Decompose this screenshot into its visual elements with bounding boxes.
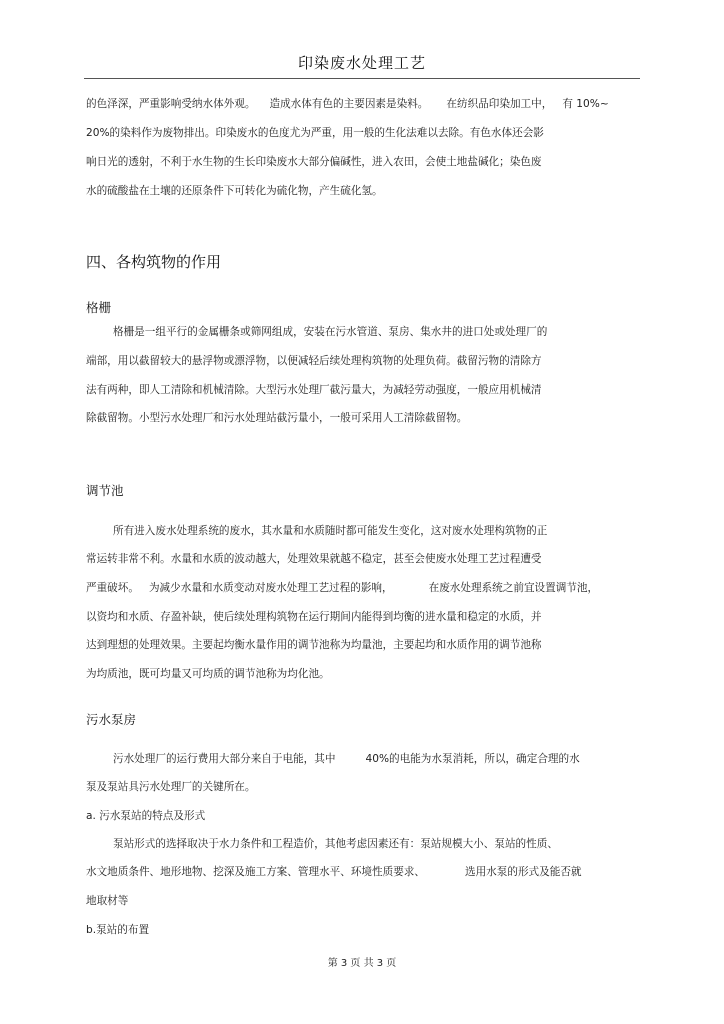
subsection-heading-pump-b: b.泵站的布置 xyxy=(86,924,150,936)
text-segment: 在纺织品印染加工中， xyxy=(446,98,553,110)
paragraph-line: 常运转非常不利。水量和水质的波动越大，处理效果就越不稳定，甚至会使废水处理工艺过程遭受 xyxy=(86,553,542,565)
paragraph-line xyxy=(86,864,582,879)
text-segment: 有 10%~ xyxy=(562,98,609,110)
paragraph-line: 法有两种，即人工清除和机械清除。大型污水处理厂截污量大，为减轻劳动强度，一般应用机械清 xyxy=(86,384,542,396)
text-segment: 为减少水量和水质变动对废水处理工艺过程的影响， xyxy=(148,582,393,594)
text-segment: 选用水泵的形式及能否就 xyxy=(465,866,582,878)
subsection-heading-pump: 污水泵房 xyxy=(86,712,137,727)
text-segment: 的色泽深，严重影响受纳水体外观。 xyxy=(86,98,256,110)
paragraph-line: 水的硫酸盐在土壤的还原条件下可转化为硫化物，产生硫化氢。 xyxy=(86,185,383,197)
paragraph-line: 地取材等 xyxy=(86,895,129,907)
paragraph-line: 泵及泵站具污水处理厂的关键所在。 xyxy=(86,781,256,793)
paragraph-line xyxy=(113,751,580,766)
paragraph-line xyxy=(86,580,598,595)
subsection-heading-pump-a: a. 污水泵站的特点及形式 xyxy=(86,810,206,822)
paragraph-line: 泵站形式的选择取决于水力条件和工程造价，其他考虑因素还有：泵站规模大小、泵站的性质、 xyxy=(113,838,558,850)
subsection-heading-grille: 格栅 xyxy=(86,300,112,315)
page-number: 第 3 页 共 3 页 xyxy=(327,958,397,969)
text-segment: 造成水体有色的主要因素是染料。 xyxy=(269,98,429,110)
text-segment: 在废水处理系统之前宜设置调节池， xyxy=(428,582,599,594)
text-segment: 40%的电能为水泵消耗，所以，确定合理的水 xyxy=(365,753,580,765)
page-title: 印染废水处理工艺 xyxy=(84,52,640,79)
paragraph-line xyxy=(86,96,609,111)
paragraph-line: 以资均和水质、存盈补缺，使后续处理构筑物在运行期间内能得到均衡的进水量和稳定的水质，并 xyxy=(86,611,542,623)
paragraph-line: 为均质池，既可均量又可均质的调节池称为均化池。 xyxy=(86,668,330,680)
paragraph-line: 除截留物。小型污水处理厂和污水处理站截污量小，一般可采用人工清除截留物。 xyxy=(86,412,468,424)
text-segment: 污水处理厂的运行费用大部分来自于电能，其中 xyxy=(113,753,336,765)
paragraph-line: 端部，用以截留较大的悬浮物或漂浮物，以便减轻后续处理构筑物的处理负荷。截留污物的清除方 xyxy=(86,355,542,367)
paragraph-line: 响日光的透射，不利于水生物的生长印染废水大部分偏碱性，进入农田，会使土地盐碱化；染色废 xyxy=(86,156,542,168)
paragraph-line: 格栅是一组平行的金属栅条或筛网组成，安装在污水管道、泵房、集水井的进口处或处理厂的 xyxy=(113,326,548,338)
paragraph-line: 达到理想的处理效果。主要起均衡水量作用的调节池称为均量池，主要起均和水质作用的调节池称 xyxy=(86,639,542,651)
paragraph-line: 所有进入废水处理系统的废水，其水量和水质随时都可能发生变化，这对废水处理构筑物的正 xyxy=(113,525,548,537)
section-heading: 四、各构筑物的作用 xyxy=(86,253,222,271)
text-segment: 水文地质条件、地形地物、挖深及施工方案、管理水平、环境性质要求、 xyxy=(86,866,425,878)
subsection-heading-regulating: 调节池 xyxy=(86,483,124,498)
paragraph-line: 20%的染料作为废物排出。印染废水的色度尤为严重，用一般的生化法难以去除。有色水体还会影 xyxy=(86,127,544,139)
text-segment: 严重破坏。 xyxy=(86,582,139,594)
